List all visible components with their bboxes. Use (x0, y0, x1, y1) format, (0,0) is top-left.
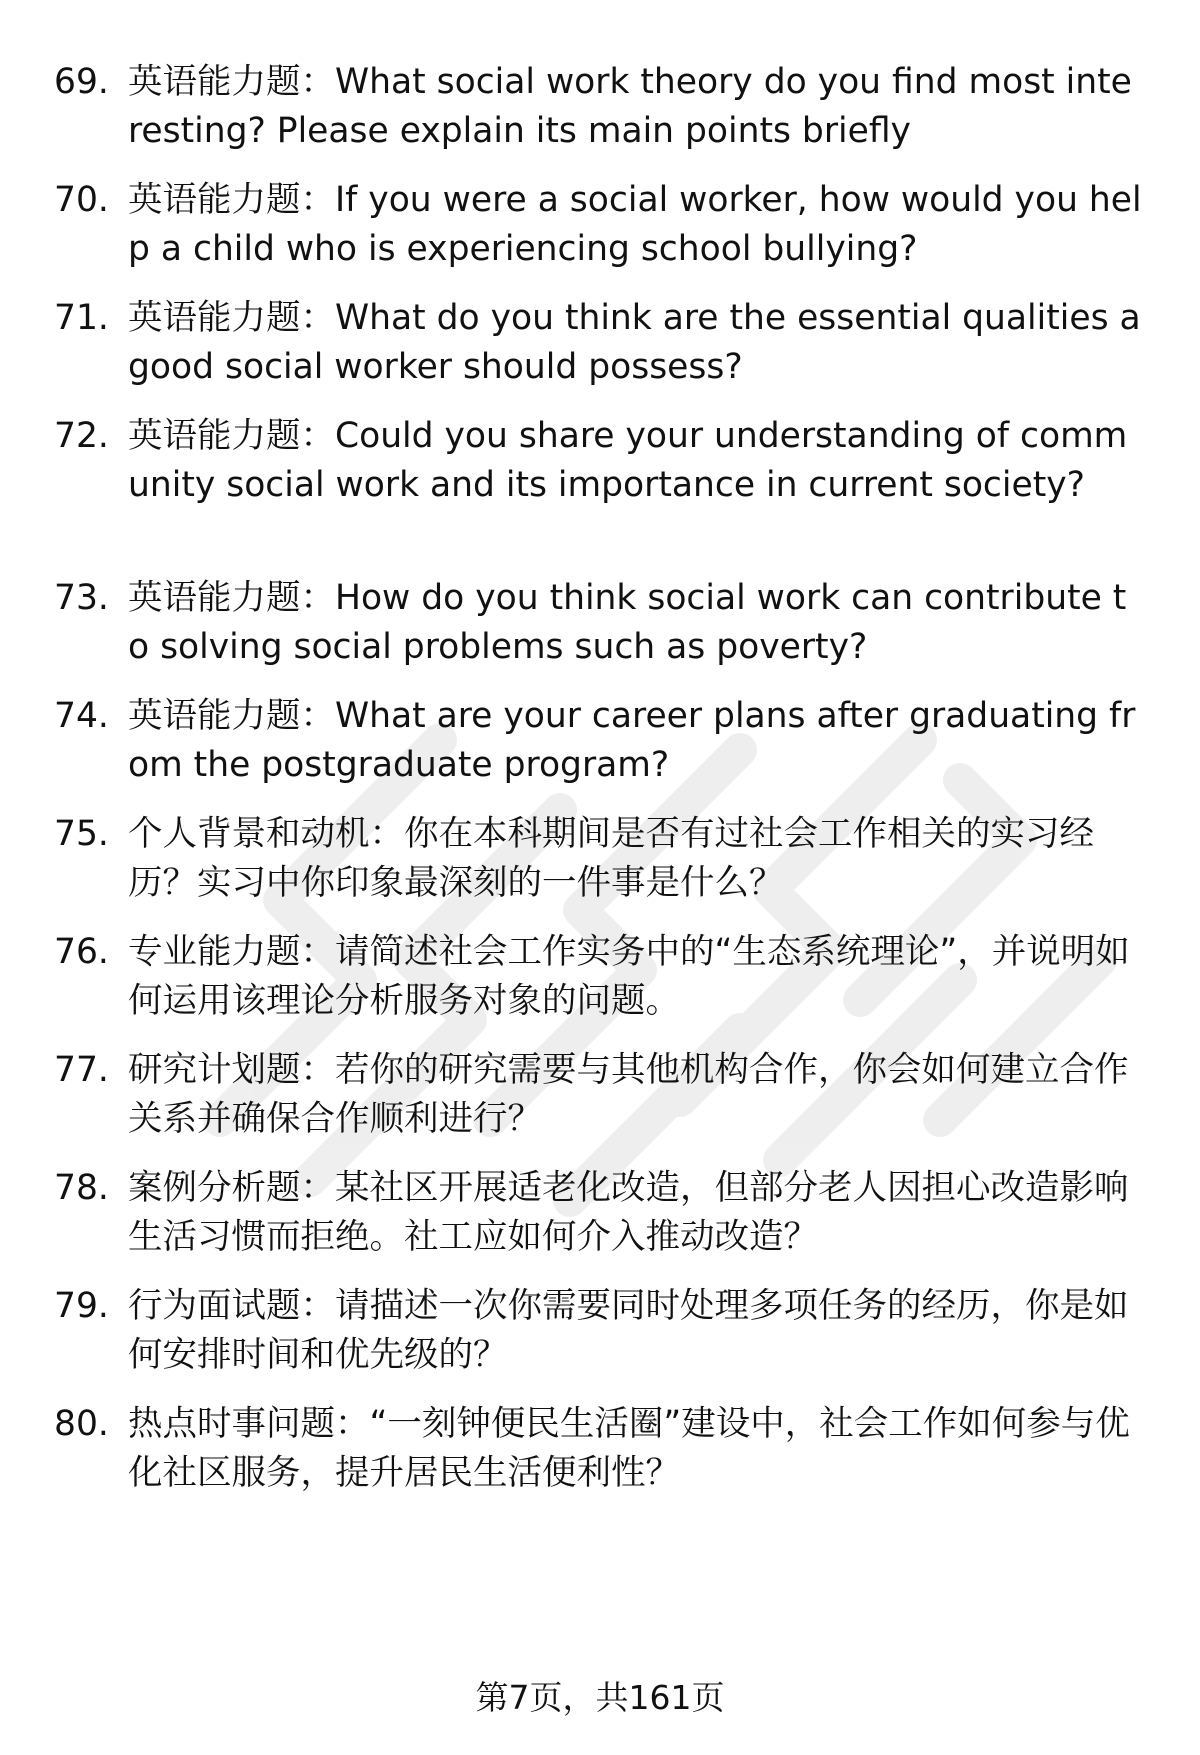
question-text: 英语能力题：If you were a social worker, how would you help a child who is experiencing school bullying? (128, 180, 1142, 269)
question-number: 80. (54, 1404, 109, 1444)
question-item (54, 928, 1144, 1025)
question-text: 案例分析题：某社区开展适老化改造，但部分老人因担心改造影响生活习惯而拒绝。社工应如何介入推动改造？ (128, 1168, 1129, 1257)
question-text: 英语能力题：How do you think social work can contribute to solving social problems such as poverty? (128, 578, 1127, 667)
question-text: 英语能力题：What are your career plans after graduating from the postgraduate program? (128, 696, 1136, 785)
question-item (54, 574, 1144, 671)
question-text: 专业能力题：请简述社会工作实务中的“生态系统理论”，并说明如何运用该理论分析服务对象的问题。 (128, 932, 1130, 1021)
question-item (54, 1282, 1144, 1379)
question-item (54, 294, 1144, 391)
question-item (54, 412, 1144, 509)
question-text: 英语能力题：What social work theory do you find most interesting? Please explain its main points briefly (128, 62, 1132, 151)
question-number: 71. (54, 298, 109, 338)
page-number-label: 第7页，共161页 (475, 1678, 725, 1717)
question-number: 75. (54, 814, 109, 854)
question-number: 76. (54, 932, 109, 972)
question-text: 英语能力题：Could you share your understanding of community social work and its importance in current society? (128, 416, 1128, 505)
question-number: 77. (54, 1050, 109, 1090)
question-text: 研究计划题：若你的研究需要与其他机构合作，你会如何建立合作关系并确保合作顺利进行？ (128, 1050, 1129, 1139)
question-number: 70. (54, 180, 109, 220)
question-text: 英语能力题：What do you think are the essential qualities a good social worker should possess? (128, 298, 1141, 387)
question-item (54, 1046, 1144, 1143)
question-text: 个人背景和动机：你在本科期间是否有过社会工作相关的实习经历？实习中你印象最深刻的一件事是什么？ (128, 814, 1094, 903)
question-number: 74. (54, 696, 109, 736)
page-footer (0, 1676, 1200, 1720)
question-number: 79. (54, 1286, 109, 1326)
question-number: 78. (54, 1168, 109, 1208)
question-text: 行为面试题：请描述一次你需要同时处理多项任务的经历，你是如何安排时间和优先级的？ (128, 1286, 1129, 1375)
question-item (54, 1400, 1144, 1497)
question-item (54, 176, 1144, 273)
question-item (54, 810, 1144, 907)
question-item (54, 1164, 1144, 1261)
question-text: 热点时事问题：“一刻钟便民生活圈”建设中，社会工作如何参与优化社区服务，提升居民生活便利性？ (128, 1404, 1130, 1493)
question-number: 69. (54, 62, 109, 102)
question-item (54, 692, 1144, 789)
question-number: 72. (54, 416, 109, 456)
question-item (54, 58, 1144, 155)
question-number: 73. (54, 578, 109, 618)
